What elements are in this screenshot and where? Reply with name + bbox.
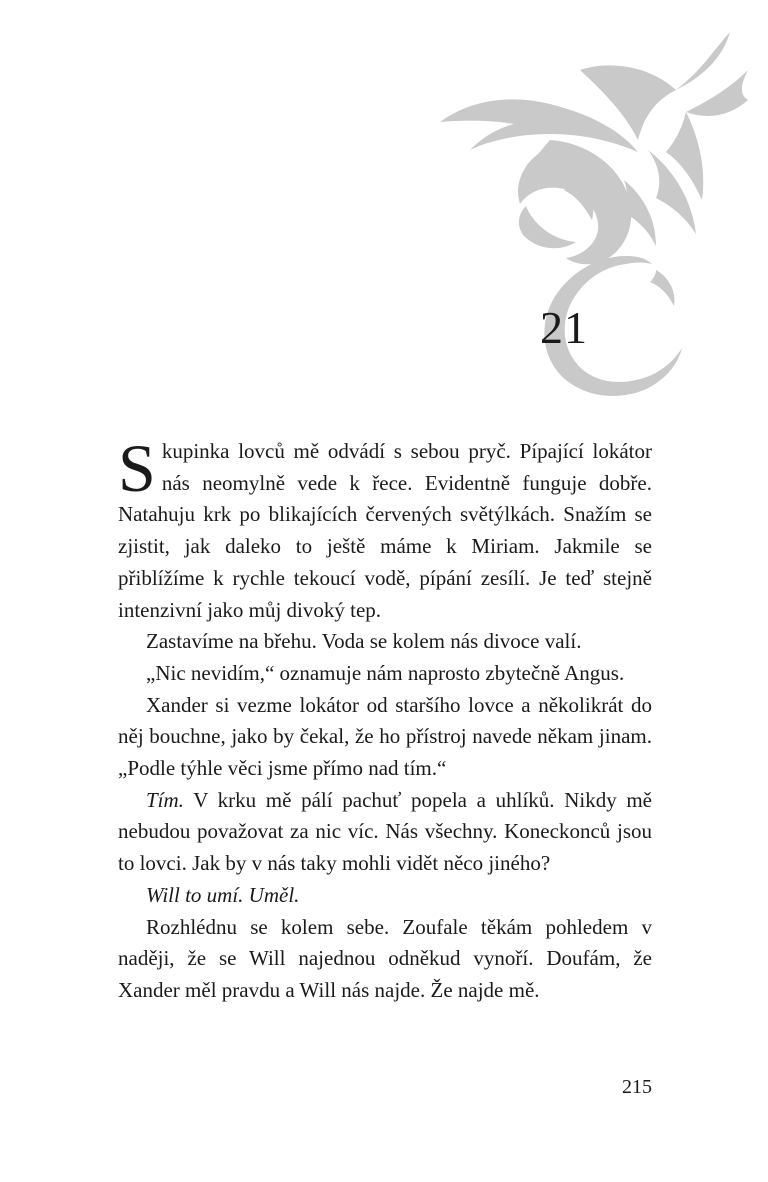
paragraph: Zastavíme na břehu. Voda se kolem nás divoce valí. xyxy=(146,629,582,654)
dragon-ornament-icon xyxy=(430,30,760,400)
italic-word: Tím. xyxy=(146,787,184,812)
drop-cap: S xyxy=(118,430,156,506)
paragraph: Will to umí. Uměl. xyxy=(146,882,300,907)
body-text xyxy=(118,430,652,1007)
page-number: 215 xyxy=(622,1076,652,1098)
paragraph-text: V krku mě pálí pachuť popela a uhlíků. Nikdy mě nebudou považovat za nic víc. Nás všechny. Koneckonců jsou to lovci. Jak by v nás taky mohli vidět něco jiného? xyxy=(118,787,652,876)
paragraph xyxy=(118,785,652,880)
paragraph: „Nic nevidím,“ oznamuje nám naprosto zbytečně Angus. xyxy=(146,660,625,685)
paragraph: Xander si vezme lokátor od staršího lovce a několikrát do něj bouchne, jako by čekal, že ho přístroj navede někam jinam. „Podle týhle věci jsme přímo nad tím.“ xyxy=(118,692,652,781)
chapter-number: 21 xyxy=(540,302,588,353)
paragraph: Rozhlédnu se kolem sebe. Zoufale těkám pohledem v naději, že se Will najednou odněkud vynoří. Doufám, že Xander měl pravdu a Will nás najde. Že najde mě. xyxy=(118,914,652,1002)
paragraph-text: kupinka lovců mě odvádí s sebou pryč. Pípající lokátor nás neomylně vede k řece. Evidentně funguje dobře. Natahuju krk po blikajících červených světýlkách. Snažím se zjistit, jak daleko to ještě máme k Miriam. Jakmile se přiblížíme k rychle tekoucí vodě, pípání zesílí. Je teď stejně intenzivní jako můj divoký tep. xyxy=(118,439,652,622)
paragraph xyxy=(118,430,652,626)
